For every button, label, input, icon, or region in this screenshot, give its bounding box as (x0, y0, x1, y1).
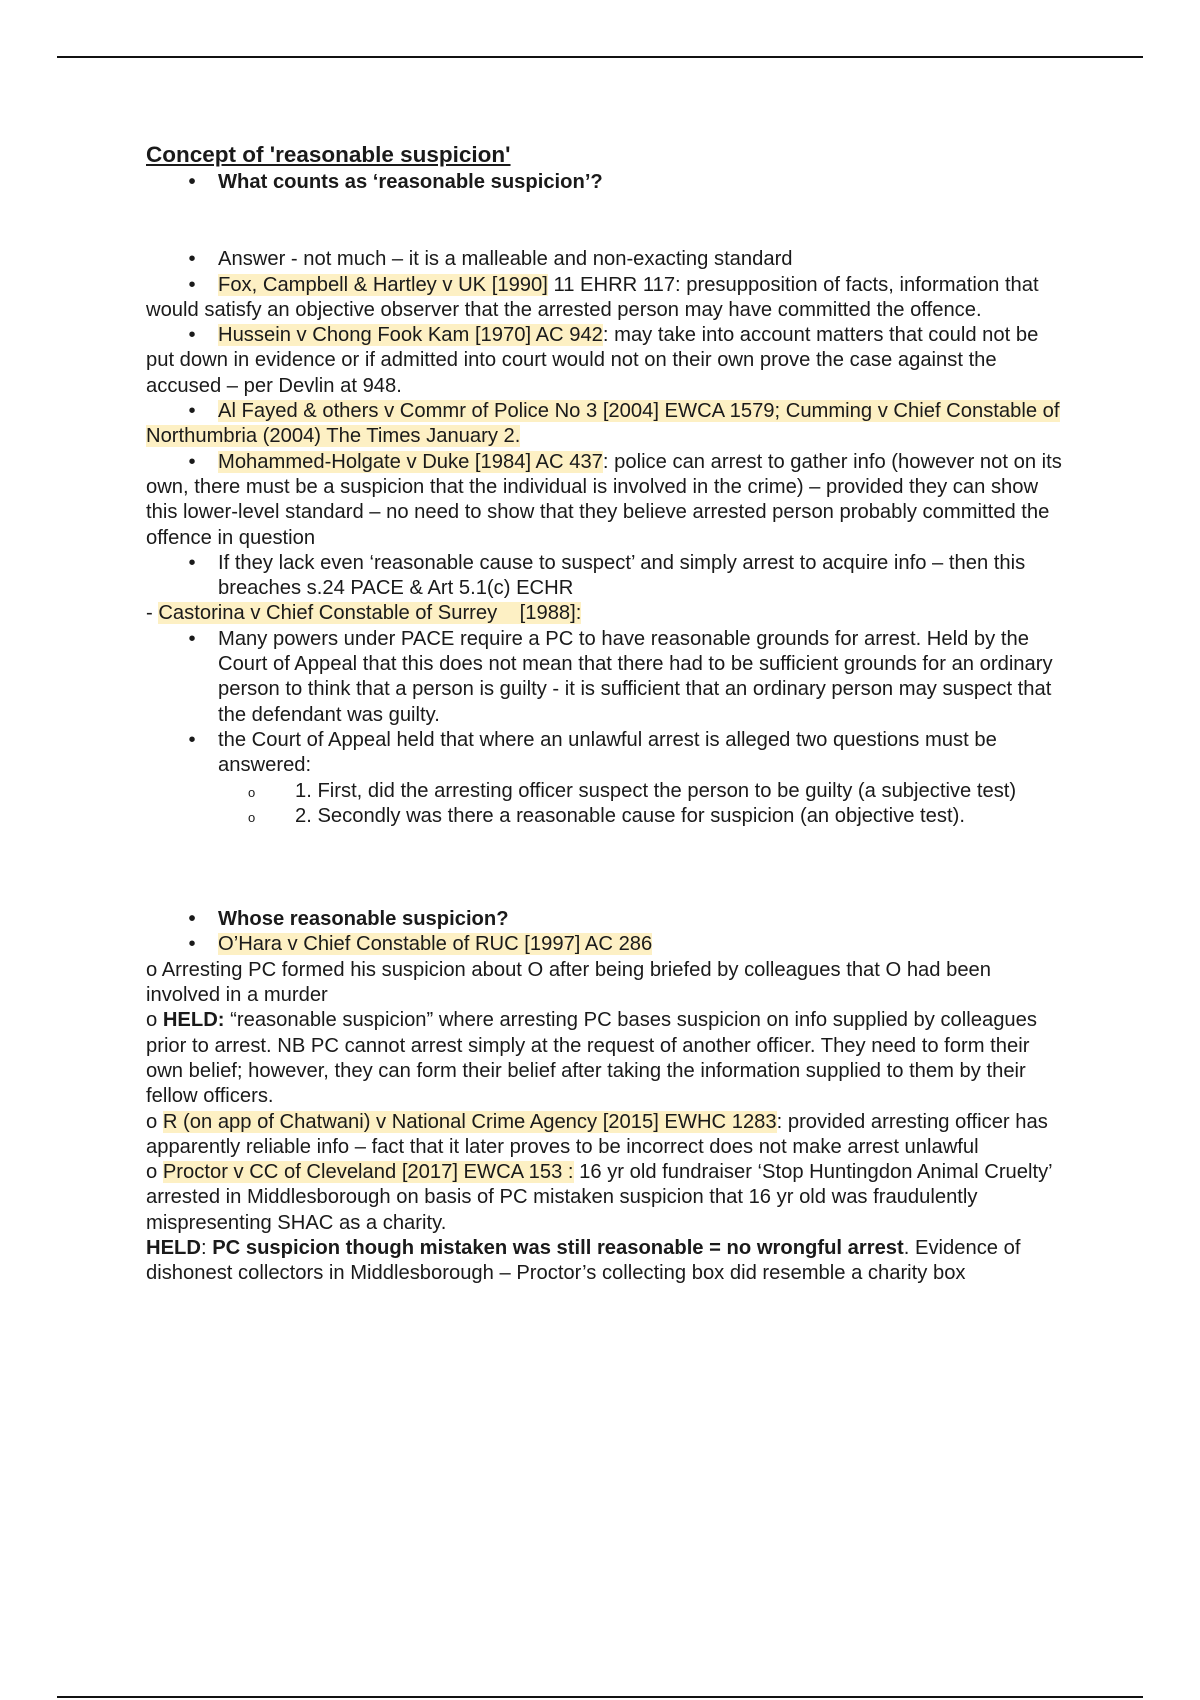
case-highlight: Proctor v CC of Cleveland [2017] EWCA 153 : (162, 1161, 574, 1184)
case-highlight: Fox, Campbell & Hartley v UK [1990] (218, 273, 548, 296)
ohara-facts: o Arresting PC formed his suspicion about O after being briefed by colleagues that O had been involved in a murder (146, 958, 992, 1007)
case-hussein-item: • Hussein v Chong Fook Kam [1970] AC 942: may take into account matters that could not be put down in evidence or if admitted into court would not on their own prove the case against the accused – per Devlin at 948. (146, 324, 1039, 397)
case-castorina-heading: - Castorina v Chief Constable of Surrey [1988]: (146, 602, 582, 625)
answer-item: • Answer - not much – it is a malleable and non-exacting standard (146, 247, 1066, 272)
many-powers-item: • Many powers under PACE require a PC to have reasonable grounds for arrest. Held by the Court of Appeal that this does not mean that there had to be sufficient grounds for an ordinary person to think that a person is guilty - it is sufficient that an ordinary person may suspect that the defendant was guilty. (146, 627, 1066, 728)
question-whose: • Whose reasonable suspicion? (146, 907, 1066, 932)
bullet-icon: • (188, 933, 196, 956)
subjective-test-item: o 1. First, did the arresting officer suspect the person to be guilty (a subjective test) (146, 779, 1066, 804)
case-highlight: O’Hara v Chief Constable of RUC [1997] AC 286 (218, 933, 653, 956)
case-highlight: Mohammed-Holgate v Duke [1984] AC 437 (218, 450, 603, 473)
bullet-icon: • (188, 627, 196, 650)
footer-rule (57, 1696, 1143, 1698)
bullet-icon: • (188, 908, 196, 931)
case-fox-item: • Fox, Campbell & Hartley v UK [1990] 11 EHRR 117: presupposition of facts, information that would satisfy an objective observer that the arrested person may have committed the offence. (146, 273, 1039, 321)
header-rule (57, 56, 1143, 58)
case-alfayed-item (146, 399, 1066, 450)
bullet-icon: • (188, 324, 196, 347)
document-body (146, 140, 1066, 1287)
bullet-icon: • (188, 450, 196, 473)
case-highlight: Al Fayed & others v Commr of Police No 3 [2004] EWCA 1579; Cumming v Chief Constable of Northumbria (2004) The Times January 2. (146, 400, 1060, 448)
case-proctor: o Proctor v CC of Cleveland [2017] EWCA 153 : 16 yr old fundraiser ‘Stop Huntingdon Animal Cruelty’ arrested in Middlesborough on basis of PC mistaken suspicion that 16 yr old was fraudulently mispresenting SHAC as a charity. (146, 1161, 1052, 1234)
case-ohara-item (146, 932, 1066, 957)
proctor-held: HELD: PC suspicion though mistaken was still reasonable = no wrongful arrest. Evidence of dishonest collectors in Middlesborough – Proctor’s collecting box did resemble a charity box (146, 1236, 1021, 1285)
bullet-icon: • (188, 551, 196, 574)
case-mohammed-item: • Mohammed-Holgate v Duke [1984] AC 437: police can arrest to gather info (however not on its own, there must be a suspicion that the individual is involved in the crime) – provided they can show this lower-level standard – no need to show that they believe arrested person probably committed the offence in question (146, 450, 1062, 549)
question-what-counts: • What counts as ‘reasonable suspicion’? (146, 170, 1066, 195)
lack-suspicion-item: • If they lack even ‘reasonable cause to suspect’ and simply arrest to acquire info – then this breaches s.24 PACE & Art 5.1(c) ECHR (146, 551, 1066, 602)
case-highlight: Castorina v Chief Constable of Surrey [1988]: (158, 602, 582, 625)
bullet-icon: • (188, 273, 196, 296)
circle-bullet-icon: o (248, 809, 256, 825)
case-highlight: R (on app of Chatwani) v National Crime Agency [2015] EWHC 1283 (162, 1110, 777, 1133)
case-highlight: Hussein v Chong Fook Kam [1970] AC 942 (218, 324, 603, 347)
bullet-icon: • (188, 248, 196, 271)
page-title: Concept of 'reasonable suspicion' (146, 142, 511, 167)
bullet-icon: • (188, 728, 196, 751)
court-held-item: • the Court of Appeal held that where an unlawful arrest is alleged two questions must be answered: (146, 728, 1066, 779)
case-chatwani: o R (on app of Chatwani) v National Crime Agency [2015] EWHC 1283: provided arresting officer has apparently reliable info – fact that it later proves to be incorrect does not make arrest unlawful (146, 1110, 1048, 1158)
bullet-icon: • (188, 171, 196, 193)
circle-bullet-icon: o (248, 784, 256, 800)
bullet-icon: • (188, 400, 196, 423)
objective-test-item: o 2. Secondly was there a reasonable cause for suspicion (an objective test). (146, 804, 1066, 829)
ohara-held: o HELD: “reasonable suspicion” where arresting PC bases suspicion on info supplied by colleagues prior to arrest. NB PC cannot arrest simply at the request of another officer. They need to form their own belief; however, they can form their belief after taking the information supplied to them by their fellow officers. (146, 1009, 1037, 1108)
